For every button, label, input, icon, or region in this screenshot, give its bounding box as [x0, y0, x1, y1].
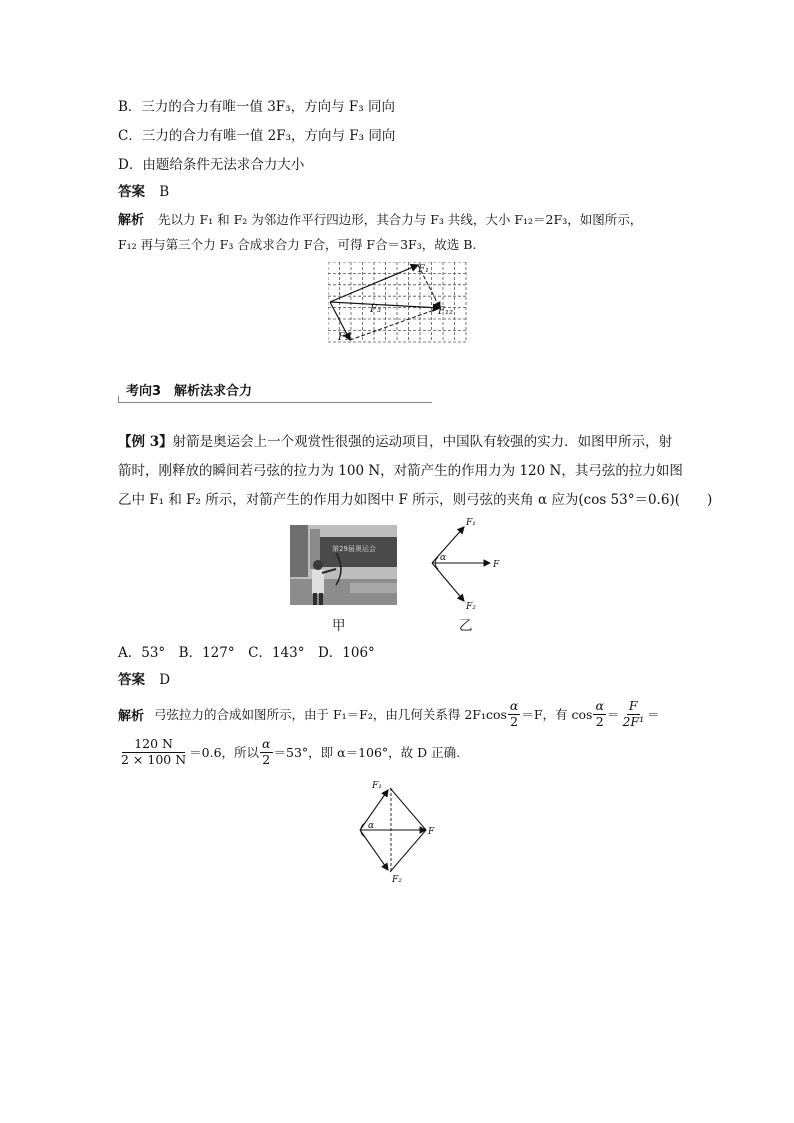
option-d: D．由题给条件无法求合力大小 — [118, 157, 305, 173]
choices-line: A．53° B．127° C．143° D．106° — [118, 645, 375, 661]
grid-vector-figure — [328, 262, 468, 344]
analysis-2-line-2: $\frac{120 N}{2 \times 100 N}$ ＝0.6，所以 $\frac{\alpha}{2}$ ＝53°，即 α＝106°，故 D 正确. — [121, 736, 461, 767]
answer-2 — [118, 668, 170, 688]
section-title: 考向3 解析法求合力 — [126, 384, 253, 399]
yi-label-f2: F₂ — [466, 602, 476, 610]
fraction-120n-over-200n: $\frac{120 N}{2 \times 100 N}$ — [121, 736, 187, 767]
f3-vector — [330, 302, 440, 308]
analysis-1-line-1: 解析 先以力 F₁ 和 F₂ 为邻边作平行四边形，其合力与 F₃ 共线，大小 F₁₂＝2F₃，如图所示， — [118, 212, 643, 228]
example-tag: 【例 3】 — [118, 434, 173, 450]
analysis-2-line-1: 解析 弓弦拉力的合成如图所示，由于 F₁＝F₂，由几何关系得 2F₁cos $\frac{\alpha}{2}$ ＝F，有 cos $\frac{\alpha}{2}$ ＝ $\frac{F}{\text{2F¹}}$ ＝ — [118, 698, 660, 729]
label-f12: F₁₂ — [438, 306, 453, 317]
yi-label-f1: F₁ — [466, 518, 476, 528]
analysis-label: 解析 — [118, 708, 145, 724]
caption-yi: 乙 — [459, 618, 473, 634]
yi-label-f: F — [493, 560, 500, 570]
rhombus-side-top — [390, 788, 426, 830]
answer-value: B — [159, 184, 170, 200]
rhombus-side-bottom — [390, 830, 426, 872]
option-c: C．三力的合力有唯一值 2F₃，方向与 F₃ 同向 — [118, 128, 396, 144]
caption-jia: 甲 — [332, 618, 346, 634]
label-f2: F₂ — [338, 332, 349, 343]
analysis-label: 解析 — [118, 213, 145, 228]
fraction-alpha-over-2: $\frac{\alpha}{2}$ — [595, 698, 604, 729]
option-b: B．三力的合力有唯一值 3F₃，方向与 F₃ 同向 — [118, 99, 395, 115]
rhombus-label-f2: F₂ — [392, 875, 402, 884]
rhombus-label-f: F — [428, 827, 435, 837]
yi-label-alpha: α — [440, 553, 447, 563]
example-3-line-3: 乙中 F₁ 和 F₂ 所示，对箭产生的作用力如图中 F 所示，则弓弦的夹角 α 应为(cos 53°＝0.6)( ) — [118, 492, 713, 508]
section-heading — [118, 376, 432, 403]
analysis-1-line-2: F₁₂ 再与第三个力 F₃ 合成求合力 F合，可得 F合＝3F₃，故选 B. — [118, 237, 477, 252]
fraction-f-over-2f1: $\frac{F}{\text{2F¹}}$ — [622, 698, 645, 729]
answer-label: 答案 — [118, 672, 145, 688]
example-3-line-1: 【例 3】射箭是奥运会上一个观赏性很强的运动项目，中国队有较强的实力．如图甲所示，射 — [118, 434, 673, 450]
rhombus-vector-figure — [352, 780, 442, 884]
example-3-line-2: 箭时，刚释放的瞬间若弓弦的拉力为 100 N，对箭产生的作用力为 120 N，其弓弦的拉力如图 — [118, 463, 683, 479]
fraction-alpha-over-2: $\frac{\alpha}{2}$ — [262, 736, 271, 767]
label-f1: F₁ — [418, 264, 429, 275]
fraction-alpha-over-2: $\frac{\alpha}{2}$ — [509, 698, 519, 729]
photo-banner-text: 第29届奥运会 — [332, 545, 376, 553]
archery-photo-art — [290, 525, 397, 605]
yi-f2-vector — [432, 563, 464, 601]
f12-parallelogram-side — [350, 308, 440, 340]
answer-value: D — [159, 672, 171, 688]
rhombus-label-f1: F₁ — [372, 781, 382, 791]
label-f3: F₃ — [370, 304, 381, 315]
archery-photo — [290, 525, 397, 605]
rhombus-label-alpha: α — [368, 821, 375, 831]
figure-yi-vectors — [420, 515, 510, 610]
answer-label: 答案 — [118, 184, 145, 200]
answer-1 — [118, 180, 169, 200]
